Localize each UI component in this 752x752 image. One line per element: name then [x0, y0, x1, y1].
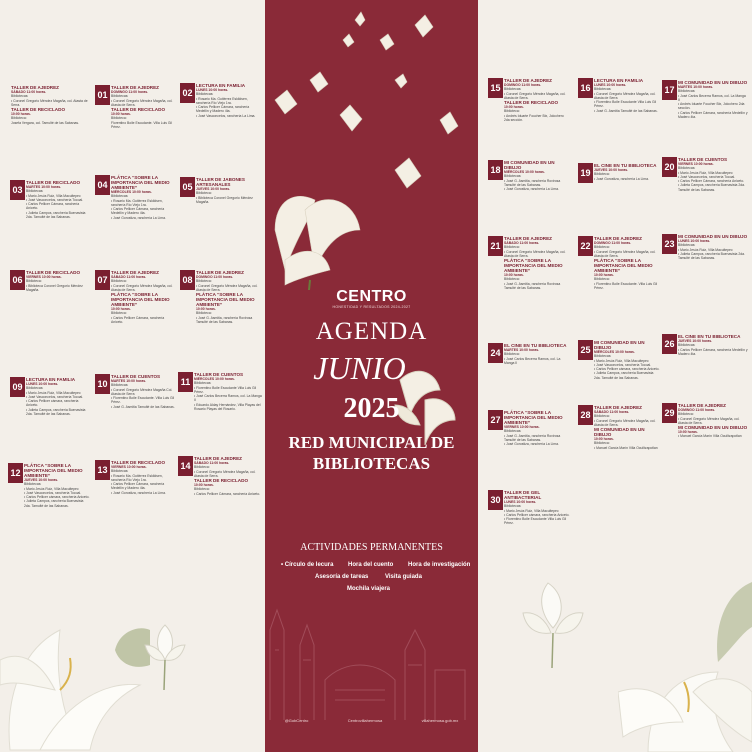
day-number: 29 [662, 403, 677, 423]
event-detail: Bibliotecas: [678, 243, 696, 248]
day-number: 15 [488, 78, 503, 98]
event-detail: • Mario Jesús Ruiz, Villa Macultepec [678, 247, 733, 252]
day-number: 12 [8, 463, 23, 483]
calendar-entry [488, 490, 570, 526]
event-detail: • Carlos Pellicer Cámara, ranchería Aniceto. [111, 315, 165, 325]
event-title: PLÁTICA “SOBRE LA IMPORTANCIA DEL MEDIO AMBIENTE” [504, 410, 563, 425]
website-link[interactable]: villahermosa.gob.mx [421, 718, 459, 723]
day-number: 13 [95, 460, 110, 480]
event-detail: • Mario Jesús Ruiz, Villa Macultepec [26, 193, 81, 198]
event-title: TALLER DE RECICLADO [26, 180, 81, 185]
event-detail: • José Gorostiza, ranchería La Lima. [504, 187, 559, 192]
event-schedule: JUEVES 10:00 horas. [678, 339, 713, 343]
event-detail: Biblioteca: [11, 116, 27, 121]
calendar-entry [95, 175, 175, 220]
event-detail: • José G. Asmitia, ranchería Rovirosa Tamulté de las Sabanas. [196, 315, 253, 325]
activity-item: Mochila viajera [347, 586, 391, 592]
lily-flower-left-bottom [0, 590, 150, 752]
day-number: 23 [662, 234, 677, 254]
event-detail: • Florentino Boile Escudante. Villa Luis Gil Pérez. [594, 281, 658, 291]
event-schedule: 10:00 horas. [111, 112, 131, 117]
day-number: 16 [578, 78, 593, 98]
event-detail: • Carlos Pellicer cámara, ranchería Aniceto. [24, 495, 90, 500]
small-flower-left [140, 620, 190, 690]
event-detail: Bibliotecas: [504, 504, 522, 509]
event-detail: Biblioteca: [194, 487, 210, 492]
event-detail: • Carlos Pellicer Cámara, ranchería Medellín y Madero 4ta. [678, 347, 748, 356]
event-detail: • Coronel Gregorio Méndez Magaña, col. Atasta de Serra. [594, 418, 656, 427]
event-title: MI COMUNIDAD EN UN DIBUJO [504, 160, 555, 170]
event-detail: • Coronel Gregorio Méndez Magaña, col. Atasta de Serra. [194, 469, 256, 478]
event-title: LECTURA EN FAMILIA [594, 78, 644, 83]
event-title: MI COMUNIDAD EN UN DIBUJO [678, 425, 748, 431]
calendar-entry [488, 78, 570, 122]
event-detail: Bibliotecas: [196, 92, 214, 97]
event-detail: • José Vasconcelos, ranchería Tocoal. [594, 362, 652, 367]
footer-social [265, 718, 478, 723]
event-detail: • Mario Jesús Ruiz, Villa Macultepec [24, 486, 79, 491]
day-number: 18 [488, 160, 503, 180]
event-detail: Biblioteca: [594, 172, 610, 177]
event-title: TALLER DE JABONES ARTESANALES [196, 177, 245, 187]
calendar-entry [488, 410, 570, 446]
event-schedule: SÁBADO 11:00 horas. [504, 241, 540, 245]
calendar-entry [180, 177, 262, 204]
calendar-entry [10, 180, 90, 219]
event-schedule: MARTES 10:00 horas. [26, 185, 62, 189]
event-title: MI COMUNIDAD EN UN DIBUJO [678, 80, 748, 85]
day-number: 09 [10, 377, 25, 397]
event-detail: Bibliotecas: [111, 383, 129, 388]
event-detail: • Coronel Gregorio Méndez Magaña Col. Atasta de Serra [111, 387, 173, 396]
event-schedule: VIERNES 10:00 horas. [111, 465, 147, 469]
event-title: TALLER DE CUENTOS [111, 374, 161, 379]
day-number: 01 [95, 85, 110, 105]
event-schedule: 10:00 horas. [196, 307, 216, 312]
brand-logo: CENTRO [336, 288, 407, 305]
event-schedule: 10:00 horas. [11, 112, 31, 117]
event-schedule: SÁBADO 11:00 horas. [11, 90, 47, 94]
event-schedule: VIERNES 10:00 horas. [26, 275, 62, 279]
network-title-line1: RED MUNICIPAL DE [288, 433, 455, 452]
event-detail: Bibliotecas: [504, 87, 522, 92]
event-detail: • Carlos Pellicer Cámara, ranchería Aniceto. [194, 491, 261, 496]
event-detail: Bibliotecas: [26, 386, 44, 391]
event-detail: • Florentino Boile Escudante Villa Luis Gil Pérez. [504, 517, 567, 526]
event-detail: • José Gorostiza, ranchería La Lima. [594, 176, 649, 181]
event-schedule: MIÉRCOLES 10:00 horas. [111, 190, 152, 194]
event-detail: Biblioteca: [196, 191, 212, 196]
activity-item: Asesoría de tareas [315, 574, 369, 580]
event-detail: • Coronel Gregorio Méndez Magaña, col. Atasta de Serra. [11, 98, 88, 107]
event-detail: Bibliotecas: [594, 354, 612, 359]
event-detail: • José Carlos Becerra Ramos, col. La Manga II [504, 356, 561, 365]
event-detail: Biblioteca: [194, 465, 210, 470]
event-detail: Biblioteca: [111, 279, 127, 284]
day-number: 24 [488, 343, 503, 363]
event-title: TALLER DE AJEDREZ [594, 405, 642, 410]
event-schedule: LUNES 10:00 horas. [678, 239, 711, 243]
event-detail: • Carlos Pellicer cámara, ranchería Aniceto. [26, 399, 79, 408]
event-detail: Bibliotecas: [24, 482, 42, 487]
network-title-line2: BIBLIOTECAS [312, 454, 431, 473]
day-number: 25 [578, 340, 593, 360]
event-detail: • Carlos Pellicer Cámara, ranchería Medellín y Madero 4ta. [111, 482, 165, 491]
event-title: LECTURA EN FAMILIA [26, 377, 76, 382]
event-detail: • Coronel Gregorio Méndez Magaña, col. Atasta de Serra [594, 91, 656, 100]
event-detail: • Mario Jesús Ruiz, Villa Macultepec [26, 390, 81, 395]
event-detail: • Julieta Campos, ranchería Buenavista 2da. Tamulté de las Sabanas. [24, 499, 84, 508]
event-detail: • Rosario Ma. Gutiérrez Eskildsen, ranchería Río Viejo 1ra. [111, 473, 163, 482]
day-number: 06 [10, 270, 25, 290]
event-schedule: 10:00 horas. [504, 273, 524, 278]
event-detail: Bibliotecas: [594, 87, 612, 92]
event-detail: • Andrés Iduarte Foucher Bix, Jolochero 2da sección. [678, 102, 745, 111]
event-detail: Biblioteca: [111, 311, 127, 316]
day-number: 17 [662, 80, 677, 100]
activity-item: Visita guiada [385, 574, 422, 580]
event-detail: • José Carlos Becerra Ramos, col. La Manga II [678, 93, 746, 102]
day-number: 22 [578, 236, 593, 256]
event-schedule: 10:00 horas. [594, 437, 614, 442]
day-number: 28 [578, 405, 593, 425]
event-detail: • José G. Asmitia, ranchería Rovirosa Tamulté de las Sabanas. [504, 178, 561, 187]
event-detail: • Julieta Campos, ranchería Buenavista 2da. Tamulté de las Sabanas. [26, 407, 86, 417]
day-number: 10 [95, 374, 110, 394]
event-detail: • Eduardo Alday Hernández, Villa Playas del Rosario Playas del Rosario. [194, 402, 261, 412]
event-title: TALLER DE AJEDREZ [11, 85, 59, 90]
event-title: EL CINE EN TU BIBLIOTECA [678, 334, 741, 339]
event-detail: • Rosario Ma. Gutiérrez Eskildsen, ranchería Río Viejo 1ra. [111, 198, 163, 207]
event-title: TALLER DE RECICLADO [504, 100, 559, 106]
event-title: EL CINE EN TU BIBLIOTECA [504, 343, 567, 348]
lily-bouquet [265, 0, 478, 290]
event-title: TALLER DE AJEDREZ [111, 85, 159, 90]
event-detail: Biblioteca: [504, 109, 520, 114]
event-title: PLÁTICA “SOBRE LA IMPORTANCIA DEL MEDIO AMBIENTE” [594, 258, 653, 274]
day-number: 07 [95, 270, 110, 290]
event-detail: Biblioteca: [504, 352, 520, 357]
event-schedule: DOMINGO 11:00 horas. [111, 90, 149, 94]
day-number: 27 [488, 410, 503, 430]
calendar-entry [662, 234, 748, 260]
event-detail: • Carlos Pellicer Cámara, ranchería Aniceto. [678, 179, 745, 184]
event-detail: Bibliotecas: [11, 94, 29, 99]
event-schedule: MARTES 10:00 horas. [678, 85, 714, 89]
calendar-entry [662, 80, 748, 119]
event-schedule: LUNES 10:00 horas. [196, 88, 229, 92]
event-detail: • Carlos Pellicer Cámara, ranchería Medellín y Madero 4ta. [111, 207, 165, 216]
day-number: 02 [180, 83, 195, 103]
day-number: 14 [178, 456, 193, 476]
event-detail: • José Gorostiza, ranchería La Lima. [504, 442, 559, 447]
day-number: 11 [178, 372, 193, 392]
event-detail: Bibliotecas: [26, 189, 44, 194]
event-title: TALLER DE CUENTOS [678, 157, 728, 162]
event-title: PLÁTICA “SOBRE LA IMPORTANCIA DEL MEDIO AMBIENTE” [196, 292, 255, 308]
calendar-entry [578, 405, 660, 450]
event-detail: • Mario Jesús Ruiz, Villa Macultepec [678, 170, 733, 175]
calendar-entry [578, 163, 660, 181]
event-title: TALLER DE RECICLADO [11, 107, 66, 113]
event-schedule: VIERNES 10:00 horas. [504, 425, 540, 429]
event-title: PLÁTICA “SOBRE LA IMPORTANCIA DEL MEDIO AMBIENTE” [504, 258, 563, 274]
event-title: TALLER DE RECICLADO [26, 270, 81, 275]
event-schedule: JUEVES 10:00 horas. [196, 187, 231, 191]
event-detail: Biblioteca: [594, 414, 610, 419]
month-title: JUNIO [313, 350, 406, 386]
activity-item: • Círculo de lecura [281, 562, 334, 568]
event-schedule: JUEVES 10:00 horas. [594, 168, 629, 172]
event-detail: • José Gorostiza, ranchería La Lima. [111, 490, 166, 495]
calendar-entry [488, 343, 570, 365]
event-detail: • Coronel Gregorio Méndez Magaña, col. Atasta de Serra. [504, 91, 566, 100]
calendar-entry [578, 78, 660, 113]
calendar-entry [662, 403, 748, 439]
event-title: PLÁTICA “SOBRE LA IMPORTANCIA DEL MEDIO AMBIENTE” [24, 463, 83, 478]
brand-tagline: HONESTIDAD Y RESULTADOS 2024-2027 [332, 305, 411, 309]
event-detail: • Coronel Gregorio Méndez Magaña, col. Atasta de Serra. [594, 249, 656, 258]
event-detail: Biblioteca: [504, 277, 520, 282]
event-detail: Bibliotecas: [194, 381, 212, 386]
event-detail: • Florentino Boile Escudante Villa Luis Gil Pérez. [594, 100, 657, 109]
permanent-activities-title: ACTIVIDADES PERMANENTES [300, 542, 443, 553]
cathedral-silhouette [265, 590, 478, 720]
calendar-entry [95, 460, 175, 495]
left-calendar-panel [0, 0, 265, 752]
event-detail: • Carlos Pellicer cámara, ranchería Aniceto. [594, 367, 660, 372]
event-title: TALLER DE AJEDREZ [194, 456, 242, 461]
event-detail: • José Vasconcelos, ranchería Tocoal. [678, 174, 736, 179]
calendar-entry [95, 270, 175, 324]
event-detail: Bibliotecas: [504, 429, 522, 434]
event-detail: • Coronel Gregorio Méndez Magaña, col. Atasta de Serra. [196, 283, 258, 292]
event-schedule: DOMINGO 11:00 horas. [504, 83, 542, 87]
event-detail: • José Vasconcelos, ranchería Tocoal. [24, 490, 82, 495]
event-detail: Biblioteca: [504, 245, 520, 250]
day-number: 05 [180, 177, 195, 197]
social-handle: @GobCentro [284, 718, 309, 723]
event-title: TALLER DE AJEDREZ [594, 236, 642, 241]
center-banner [265, 0, 478, 752]
calendar-entry [95, 85, 175, 129]
day-number: 08 [180, 270, 195, 290]
activity-item: Hora de investigación [408, 562, 471, 568]
event-schedule: SÁBADO 11:00 horas. [194, 461, 230, 465]
right-calendar-panel [478, 0, 752, 752]
event-title: MI COMUNIDAD EN UN DIBUJO [594, 427, 645, 438]
event-detail: • José G. Asmitia Tamulté de las Sabanas. [111, 404, 175, 409]
event-detail: • Coronel Gregorio Méndez Magaña, col. Atasta de Serra. [111, 283, 173, 292]
event-detail: • Julieta Campos, ranchería Buenavista 2da. Tamulté de las Sabanas. [26, 210, 86, 220]
event-title: TALLER DE CUENTOS [194, 372, 244, 377]
event-schedule: 10:00 horas. [594, 273, 614, 278]
event-detail: • Carlos Pellicer cámara, ranchería Aniceto. [504, 512, 570, 517]
event-detail: Biblioteca: [594, 245, 610, 250]
lily-flower-right-small [518, 578, 588, 668]
calendar-entry [178, 372, 262, 411]
event-schedule: 10:00 horas. [111, 307, 131, 312]
event-detail: • Julieta Campos, ranchería Buenavista 2da. Tamulté de las Sabanas. [678, 183, 745, 192]
day-number: 21 [488, 236, 503, 256]
event-detail: • José Carlos Becerra Ramos, col. La Manga II [194, 394, 262, 403]
event-title: PLÁTICA “SOBRE LA IMPORTANCIA DEL MEDIO AMBIENTE” [111, 292, 170, 308]
event-detail: Biblioteca: [594, 441, 610, 446]
event-detail: • Andrés Iduarte Foucher Bix, Jolochero 2da sección. [504, 113, 564, 123]
event-detail: • Coronel Gregorio Méndez Magaña, col. Atasta de Serra. [678, 416, 740, 425]
event-detail: • Florentino Boile Escudante. Villa Luis Gil Pérez. [111, 396, 175, 405]
event-detail: • José G. Asmitia, ranchería Rovirosa Tamulté de las Sabanas. [504, 433, 561, 442]
calendar-entry [10, 377, 90, 416]
agenda-title: AGENDA [315, 318, 428, 345]
event-schedule: MARTES 10:00 horas. [111, 379, 147, 383]
lily-flower-right-bottom [618, 572, 752, 752]
event-detail: • Coronel Gregorio Méndez Magaña, col. Atasta de Serra. [111, 98, 173, 107]
calendar-entry [178, 456, 262, 496]
event-detail: Biblioteca: [196, 311, 212, 316]
event-detail: • Julieta Campos, ranchería Buenavista 2da. Tamulté de las Sabanas. [594, 371, 654, 380]
event-title: TALLER DE AJEDREZ [504, 78, 552, 83]
event-title: PLÁTICA “SOBRE LA IMPORTANCIA DEL MEDIO AMBIENTE” [111, 175, 170, 190]
event-detail: Josefa Vergara, col. Tamulté de las Sabanas. [11, 120, 79, 125]
calendar-entry [180, 83, 262, 118]
event-detail: • Coronel Gregorio Méndez Magaña, col. Atasta de Serra. [504, 249, 566, 258]
event-detail: Bibliotecas: [678, 343, 696, 348]
event-schedule: LUNES 10:00 horas. [26, 382, 59, 386]
event-schedule: MIÉRCOLES 10:00 horas. [594, 350, 635, 354]
event-detail: • Rosario Ma. Gutiérrez Eskildsen, ranchería Río Viejo 1ra. [196, 96, 248, 105]
calendar-entry [180, 270, 262, 324]
year-title: 2025 [343, 393, 400, 424]
calendar-entry [578, 340, 660, 380]
event-detail: Biblioteca: [196, 279, 212, 284]
event-detail: • José Vasconcelos, ranchería La Lima. [196, 113, 256, 118]
event-title: TALLER DE GEL ANTIBACTERIAL [504, 490, 542, 500]
event-detail: • Carlos Pellicer Cámara, ranchería Medellín y Madero 4ta. [196, 105, 250, 114]
event-schedule: SÁBADO 11:00 horas. [111, 275, 147, 279]
event-detail: • Biblioteca Coronel Gregorio Méndez Magaña. [196, 195, 253, 204]
event-detail: • José Vasconcelos, ranchería Tocoal. [26, 197, 84, 202]
event-schedule: LUNES 10:00 horas. [504, 500, 537, 504]
event-title: MI COMUNIDAD EN UN DIBUJO [678, 234, 748, 239]
event-title: TALLER DE AJEDREZ [111, 270, 159, 275]
calendar-entry [488, 236, 570, 290]
event-detail: Biblioteca: [111, 116, 127, 121]
event-detail: Bibliotecas: [678, 166, 696, 171]
event-detail: Bibliotecas: [111, 194, 129, 199]
event-detail: Bibliotecas: [678, 89, 696, 94]
event-detail: • Julieta Campos, ranchería Buenavista 2da. Tamulté de las Sabanas. [678, 251, 745, 261]
event-detail: • Carlos Pellicer Cámara, ranchería Aniceto. [26, 202, 80, 211]
event-title: EL CINE EN TU BIBLIOTECA [594, 163, 657, 168]
event-schedule: LUNES 10:00 horas. [594, 83, 627, 87]
event-title: TALLER DE AJEDREZ [504, 236, 552, 241]
event-schedule: JUEVES 10:00 horas. [24, 478, 59, 482]
calendar-entry [8, 463, 90, 508]
day-number: 26 [662, 334, 677, 354]
event-schedule: 10:00 horas. [678, 430, 698, 435]
calendar-entry [488, 160, 570, 191]
event-detail: Bibliotecas: [504, 174, 522, 179]
event-detail: Bibliotecas: [111, 94, 129, 99]
event-detail: • Florentino Boile Escudante Villa Luis Gil Pérez. [194, 385, 257, 394]
event-schedule: DOMINGO 11:00 horas. [678, 408, 716, 412]
event-detail: • Manuel García Marín Villa Ocuiltzapotlan [678, 434, 742, 439]
event-detail: • Carlos Pellicer Cámara, ranchería Medellín y Madero 4ta. [678, 110, 748, 120]
event-detail: Biblioteca: [594, 277, 610, 282]
calendar-entry [10, 270, 90, 292]
day-number: 04 [95, 175, 110, 195]
calendar-entry [10, 85, 90, 125]
event-detail: • José Vasconcelos, ranchería Tocoal. [26, 394, 84, 399]
event-title: TALLER DE RECICLADO [111, 460, 166, 465]
calendar-entry [662, 157, 748, 192]
event-schedule: DOMINGO 11:00 horas. [594, 241, 632, 245]
event-title: MI COMUNIDAD EN UN DIBUJO [594, 340, 645, 350]
event-schedule: SÁBADO 11:00 horas. [594, 410, 630, 414]
day-number: 19 [578, 163, 593, 183]
event-detail: • Mario Jesús Ruiz, Villa Macultepec [504, 508, 559, 513]
calendar-entry [578, 236, 660, 290]
calendar-entry [95, 374, 175, 409]
day-number: 30 [488, 490, 503, 510]
event-schedule: 10:00 horas. [194, 483, 214, 488]
event-detail: • Manuel García Marín Villa Ocuiltzapotlan [594, 445, 658, 450]
event-detail: • José Gorostiza, ranchería La Lima. [111, 215, 166, 220]
event-detail: • José G. Asmitia, ranchería Rovirosa Tamulté de las Sabanas. [504, 281, 561, 291]
event-detail: • Mario Jesús Ruiz, Villa Macultepec [594, 358, 649, 363]
social-handle: Centrovillahermosa [347, 718, 383, 723]
event-detail: Bibliotecas: [111, 469, 129, 474]
event-schedule: DOMINGO 11:00 horas. [196, 275, 234, 279]
event-detail: Biblioteca: [26, 279, 42, 284]
day-number: 03 [10, 180, 25, 200]
activity-item: Hora del cuento [348, 562, 394, 568]
calendar-entry [662, 334, 748, 356]
event-schedule: MARTES 10:00 horas. [504, 348, 540, 352]
event-title: TALLER DE AJEDREZ [196, 270, 244, 275]
event-schedule: MIÉRCOLES 10:00 horas. [194, 377, 235, 381]
event-title: TALLER DE AJEDREZ [678, 403, 726, 408]
event-title: TALLER DE RECICLADO [111, 107, 166, 113]
event-detail: • Biblioteca Coronel Gregorio Méndez Magaña. [26, 283, 83, 292]
day-number: 20 [662, 157, 677, 177]
event-detail: • José G. Asmitia Tamulté de las Sabanas. [594, 108, 658, 113]
event-schedule: MIÉRCOLES 10:00 horas. [504, 170, 545, 174]
event-schedule: VIERNES 10:00 horas. [678, 162, 714, 166]
event-detail: Biblioteca: [678, 412, 694, 417]
event-detail: Florentino Boile Escudante. Villa Luis Gil Pérez. [111, 120, 173, 130]
event-title: LECTURA EN FAMILIA [196, 83, 246, 88]
event-schedule: 10:00 horas. [504, 105, 524, 110]
event-title: TALLER DE RECICLADO [194, 478, 249, 484]
